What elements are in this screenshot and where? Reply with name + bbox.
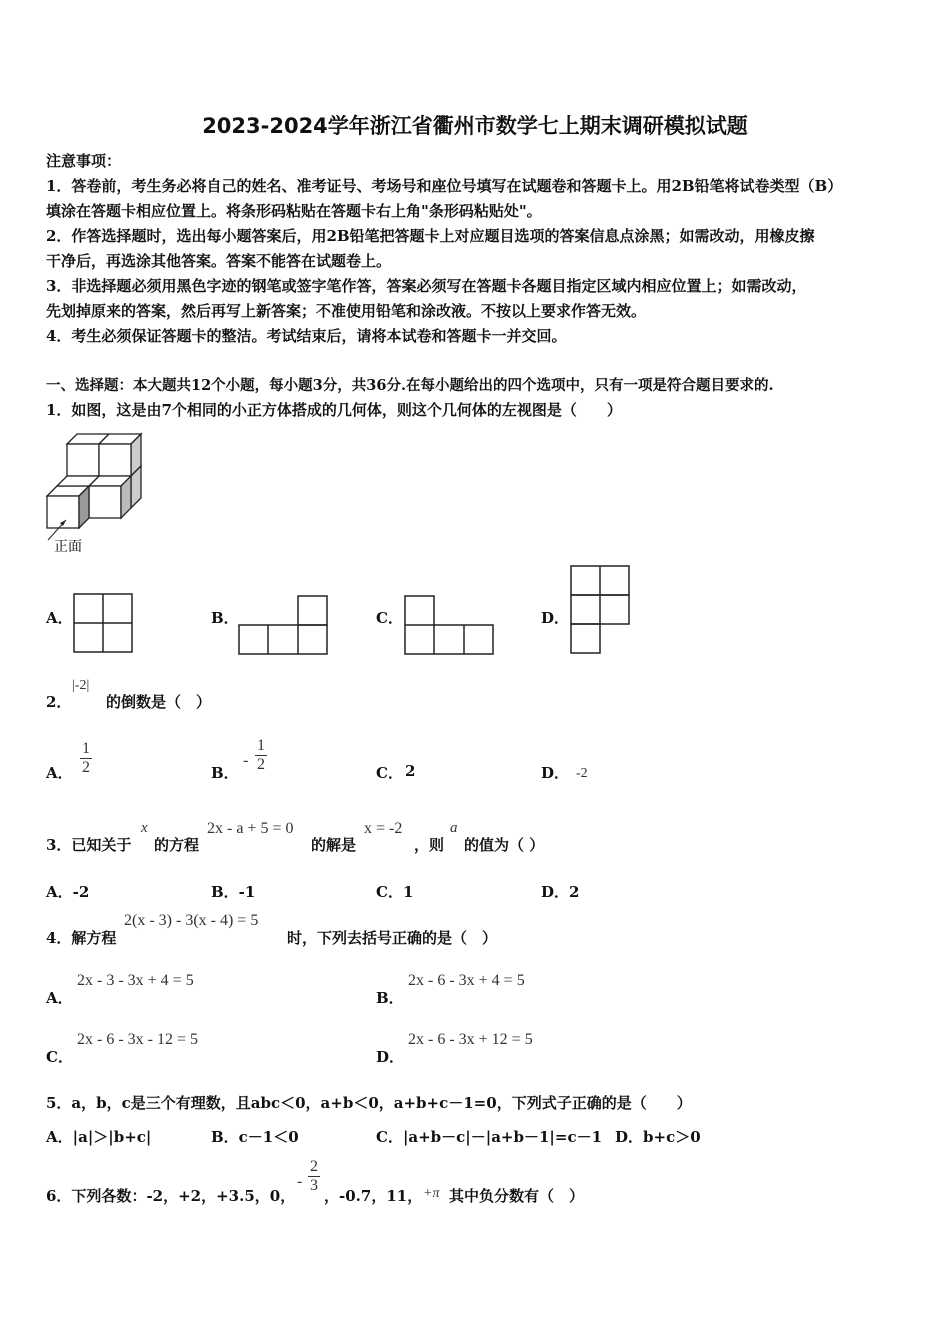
q4-option-b-label: B． — [376, 989, 404, 1007]
q2-option-a-frac — [80, 740, 92, 777]
q1-option-b-figure — [238, 595, 330, 657]
q3-text-2: 的方程 — [154, 836, 200, 854]
q1-option-a-figure — [73, 593, 135, 655]
q3-option-d: D．2 — [541, 883, 580, 901]
q5-option-c: C．|a+b－c|－|a+b－1|=c－1 — [376, 1128, 603, 1146]
notice-line: 1．答卷前，考生务必将自己的姓名、准考证号、考场号和座位号填写在试题卷和答题卡上。用2B铅笔将试卷类型（B） — [46, 177, 843, 195]
cube-face — [99, 444, 131, 476]
q2-option-d-value: -2 — [576, 766, 588, 781]
q4-option-d-label: D． — [376, 1048, 405, 1066]
q5-option-a: A．|a|＞|b+c| — [46, 1128, 152, 1146]
q2-option-b-label: B． — [211, 764, 239, 782]
q3-option-c: C．1 — [376, 883, 414, 901]
q5-option-d: D．b+c＞0 — [615, 1128, 701, 1146]
q3-text-1: 3．已知关于 — [46, 836, 132, 854]
q2-option-c-value: 2 — [405, 762, 416, 780]
frac-den: 2 — [82, 759, 90, 776]
q6-frac-sign: - — [297, 1173, 303, 1190]
q6-text-3: 其中负分数有（ ） — [449, 1187, 585, 1205]
q1-option-d-figure — [570, 565, 632, 657]
page-title: 2023-2024学年浙江省衢州市数学七上期末调研模拟试题 — [202, 114, 748, 138]
notice-line: 填涂在答题卡相应位置上。将条形码粘贴在答题卡右上角"条形码粘贴处"。 — [46, 202, 542, 220]
cube-face — [67, 444, 99, 476]
section-heading: 一、选择题：本大题共12个小题，每小题3分，共36分.在每小题给出的四个选项中，只有一项是符合题目要求的. — [46, 377, 774, 394]
q4-option-c-label: C． — [46, 1048, 73, 1066]
q1-cube-figure — [40, 428, 150, 558]
q2-option-b-sign: - — [243, 752, 249, 769]
front-label: 正面 — [54, 539, 82, 555]
q4-text-2: 时，下列去括号正确的是（ ） — [287, 929, 498, 947]
q5-text: 5．a，b，c是三个有理数，且abc＜0，a+b＜0，a+b+c－1=0，下列式子正确的是（ ） — [46, 1094, 692, 1112]
q4-equation: 2(x - 3) - 3(x - 4) = 5 — [124, 912, 259, 929]
q1-option-a-label: A． — [46, 609, 73, 627]
q3-var-x: x — [141, 820, 148, 836]
q2-option-b-frac — [255, 737, 267, 774]
notice-line: 先划掉原来的答案，然后再写上新答案；不准使用铅笔和涂改液。不按以上要求作答无效。 — [46, 302, 647, 320]
notice-line: 3．非选择题必须用黑色字迹的钢笔或签字笔作答，答案必须写在答题卡各题目指定区域内相应位置上；如需改动， — [46, 277, 807, 295]
q4-option-d-expr: 2x - 6 - 3x + 12 = 5 — [408, 1031, 533, 1048]
q1-option-c-figure — [404, 595, 496, 657]
frac-den: 3 — [310, 1177, 318, 1194]
q6-pi: +π — [423, 1186, 440, 1201]
q6-text-2: ，-0.7，11， — [324, 1187, 423, 1205]
notice-line: 干净后，再选涂其他答案。答案不能答在试题卷上。 — [46, 252, 392, 270]
q4-option-a-label: A． — [46, 989, 73, 1007]
notice-block — [46, 174, 916, 349]
notice-line: 4．考生必须保证答题卡的整洁。考试结束后，请将本试卷和答题卡一并交回。 — [46, 327, 567, 345]
frac-den: 2 — [257, 756, 265, 773]
q1-text: 1．如图，这是由7个相同的小正方体搭成的几何体，则这个几何体的左视图是（ ） — [46, 401, 622, 419]
q4-option-c-expr: 2x - 6 - 3x - 12 = 5 — [77, 1031, 199, 1048]
q3-option-a: A．-2 — [46, 883, 90, 901]
frac-num: 1 — [82, 740, 90, 757]
q2-number: 2． — [46, 693, 72, 711]
q1-option-c-label: C． — [376, 609, 403, 627]
q3-text-3: 的解是 — [311, 836, 357, 854]
q2-option-c-label: C． — [376, 764, 403, 782]
q3-var-a: a — [450, 820, 458, 836]
q3-text-4: ，则 — [414, 836, 445, 854]
q2-text: 的倒数是（ ） — [106, 693, 212, 711]
q4-text-1: 4．解方程 — [46, 929, 117, 947]
q6-fraction — [308, 1158, 320, 1195]
cube-face — [89, 486, 121, 518]
frac-num: 2 — [310, 1158, 318, 1175]
q5-option-b: B．c－1＜0 — [211, 1128, 299, 1146]
q4-option-a-expr: 2x - 3 - 3x + 4 = 5 — [77, 972, 194, 989]
q2-expr: |-2| — [72, 678, 90, 693]
notice-line: 2．作答选择题时，选出每小题答案后，用2B铅笔把答题卡上对应题目选项的答案信息点涂黑；如需改动，用橡皮擦 — [46, 227, 815, 245]
q3-option-b: B．-1 — [211, 883, 256, 901]
notice-heading: 注意事项： — [46, 152, 122, 170]
q2-option-d-label: D． — [541, 764, 570, 782]
q4-option-b-expr: 2x - 6 - 3x + 4 = 5 — [408, 972, 525, 989]
frac-num: 1 — [257, 737, 265, 754]
q3-text-5: 的值为（ ） — [464, 836, 545, 854]
q3-equation: 2x - a + 5 = 0 — [207, 820, 294, 837]
q6-text-1: 6．下列各数：-2，+2，+3.5，0， — [46, 1187, 296, 1205]
q3-solution: x = -2 — [364, 820, 403, 837]
q1-option-b-label: B． — [211, 609, 239, 627]
q1-option-d-label: D． — [541, 609, 570, 627]
q2-option-a-label: A． — [46, 764, 73, 782]
